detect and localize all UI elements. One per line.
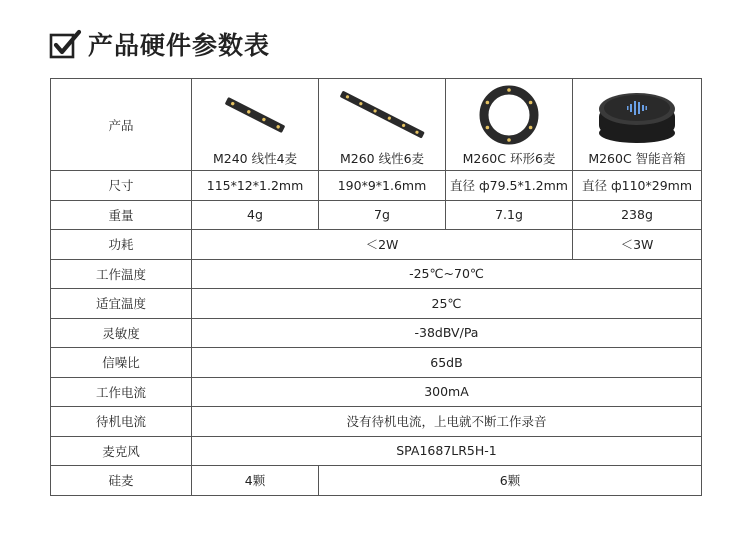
table-row-standby xyxy=(51,407,702,437)
cell-value: 7.1g xyxy=(446,200,573,230)
cell-value: 190*9*1.6mm xyxy=(319,171,446,201)
table-row-op-temp xyxy=(51,259,702,289)
cell-value: -25℃~70℃ xyxy=(192,259,702,289)
product-name: M260C 环形6麦 xyxy=(462,151,556,166)
cell-value: 25℃ xyxy=(192,289,702,319)
smart-speaker-image xyxy=(595,85,679,145)
table-row-weight xyxy=(51,200,702,230)
cell-value: 没有待机电流，上电就不断工作录音 xyxy=(192,407,702,437)
row-label: 适宜温度 xyxy=(51,289,192,319)
product-m240 xyxy=(192,79,319,171)
row-label: 硅麦 xyxy=(51,466,192,496)
cell-value: 直径 ф79.5*1.2mm xyxy=(446,171,573,201)
cell-value: 6颗 xyxy=(319,466,702,496)
table-row-sensitivity xyxy=(51,318,702,348)
table-row-snr xyxy=(51,348,702,378)
cell-value: 4颗 xyxy=(192,466,319,496)
product-name: M260C 智能音箱 xyxy=(588,151,686,166)
row-label: 待机电流 xyxy=(51,407,192,437)
table-row-mic xyxy=(51,436,702,466)
page-title xyxy=(49,24,270,64)
cell-value: 300mA xyxy=(192,377,702,407)
cell-value: 115*12*1.2mm xyxy=(192,171,319,201)
table-row-current xyxy=(51,377,702,407)
product-m260c-ring xyxy=(446,79,573,171)
linear-mic-array-4-image xyxy=(220,90,290,140)
product-name: M240 线性4麦 xyxy=(212,151,298,166)
page-title-text: 产品硬件参数表 xyxy=(88,31,271,60)
product-m260-linear xyxy=(319,79,446,171)
cell-value: 4g xyxy=(192,200,319,230)
table-row-size xyxy=(51,171,702,201)
row-label: 尺寸 xyxy=(51,171,192,201)
cell-value: 238g xyxy=(573,200,702,230)
cell-value: SPA1687LR5H-1 xyxy=(192,436,702,466)
row-label: 信噪比 xyxy=(51,348,192,378)
cell-value: ＜2W xyxy=(192,230,573,260)
row-label: 麦克风 xyxy=(51,436,192,466)
table-header-row xyxy=(51,79,702,171)
row-label: 灵敏度 xyxy=(51,318,192,348)
row-label: 重量 xyxy=(51,200,192,230)
row-label: 工作电流 xyxy=(51,377,192,407)
cell-value: 65dB xyxy=(192,348,702,378)
table-row-suit-temp xyxy=(51,289,702,319)
checkbox-checked-icon xyxy=(49,28,82,61)
product-m260c-speaker xyxy=(573,79,702,171)
linear-mic-array-6-image xyxy=(334,87,430,143)
table-row-si-mic xyxy=(51,466,702,496)
cell-value: 直径 ф110*29mm xyxy=(573,171,702,201)
spec-table xyxy=(50,78,702,496)
cell-value: -38dBV/Pa xyxy=(192,318,702,348)
header-label: 产品 xyxy=(51,79,192,171)
row-label: 功耗 xyxy=(51,230,192,260)
cell-value: 7g xyxy=(319,200,446,230)
ring-mic-array-image xyxy=(477,83,541,147)
cell-value: ＜3W xyxy=(573,230,702,260)
table-row-power xyxy=(51,230,702,260)
row-label: 工作温度 xyxy=(51,259,192,289)
product-name: M260 线性6麦 xyxy=(339,151,425,166)
